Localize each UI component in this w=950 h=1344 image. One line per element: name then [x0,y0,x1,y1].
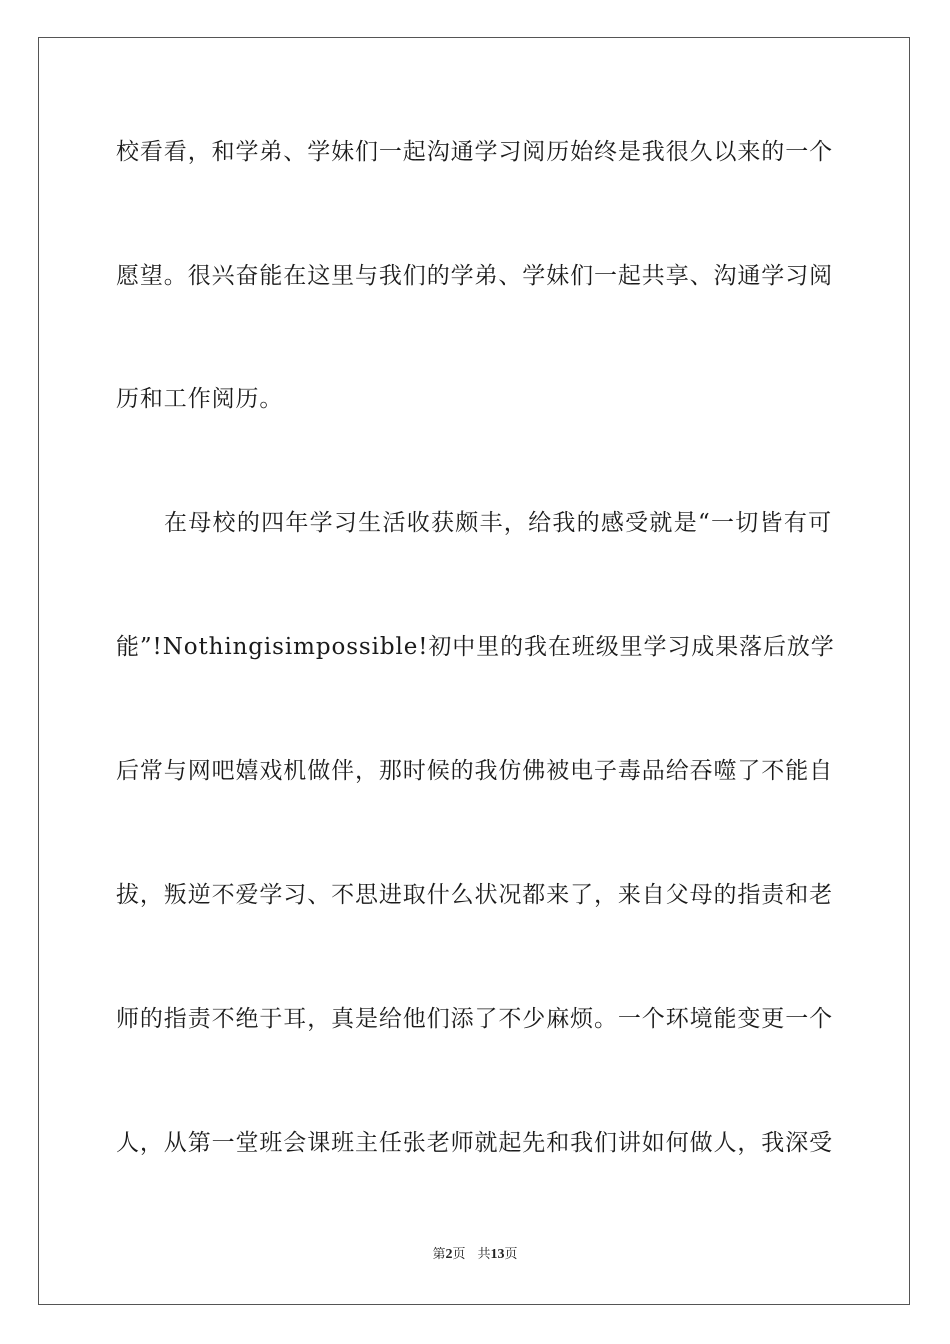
paragraph-line-9: 人，从第一堂班会课班主任张老师就起先和我们讲如何做人，我深受 [116,1130,833,1156]
paragraph-line-6: 后常与网吧嬉戏机做伴，那时候的我仿佛被电子毒品给吞噬了不能自 [116,758,833,784]
total-pages: 13 [490,1247,505,1262]
page-border [38,37,910,1305]
paragraph-line-8: 师的指责不绝于耳，真是给他们添了不少麻烦。一个环境能变更一个 [116,1006,833,1032]
page-footer [0,1247,950,1263]
total-prefix: 共 [477,1247,491,1262]
paragraph-line-3: 历和工作阅历。 [116,386,284,412]
page-prefix: 第 [432,1247,446,1262]
paragraph-line-5: 能”!Nothingisimpossible!初中里的我在班级里学习成果落后放学 [116,634,835,660]
paragraph-line-1: 校看看，和学弟、学妹们一起沟通学习阅历始终是我很久以来的一个 [116,139,833,165]
paragraph-line-7: 拔，叛逆不爱学习、不思进取什么状况都来了，来自父母的指责和老 [116,882,833,908]
paragraph-line-4: 在母校的四年学习生活收获颇丰，给我的感受就是“一切皆有可 [164,510,832,536]
paragraph-line-2: 愿望。很兴奋能在这里与我们的学弟、学妹们一起共享、沟通学习阅 [116,263,833,289]
page-number: 2 [445,1247,453,1262]
total-suffix: 页 [504,1247,518,1262]
page-suffix: 页 [452,1247,466,1262]
